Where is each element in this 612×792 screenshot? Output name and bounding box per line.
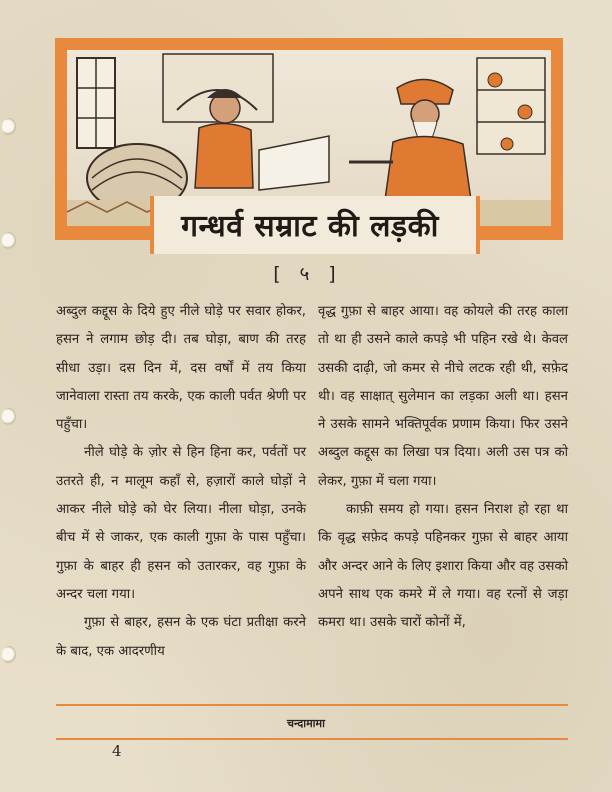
page-number: 4 (112, 742, 122, 760)
left-text-column (56, 298, 306, 666)
paragraph: वृद्ध गुफ़ा से बाहर आया। वह कोयले की तरह काला तो था ही उसने काले कपड़े भी पहिन रखे थे। केवल उसकी दाढ़ी, जो कमर से नीचे लटक रही थी, सफ़ेद थी। वह साक्षात् सुलेमान का लड़का अली था। हसन ने उसके सामने भक्तिपूर्वक प्रणाम किया। फिर उसने अब्दुल कद्दूस का लिखा पत्र दिया। अली उस पत्र को लेकर, गुफ़ा में चला गया। (318, 304, 568, 489)
paragraph: काफ़ी समय हो गया। हसन निराश हो रहा था कि वृद्ध सफ़ेद कपड़े पहिनकर गुफ़ा से बाहर आया और अन्दर आने के लिए इशारा किया और वह उसको अपने साथ एक कमरे में ले गया। वह रत्नों से जड़ा कमरा था। उसके चारों कोनों में, (318, 502, 568, 631)
paragraph: अब्दुल कद्दूस के दिये हुए नीले घोड़े पर सवार होकर, हसन ने लगाम छोड़ दी। तब घोड़ा, बाण की तरह सीधा उड़ा। दस दिन में, दस वर्षों में तय किया जानेवाला रास्ता तय करके, एक काली पर्वत श्रेणी पर पहुँचा। (56, 304, 306, 433)
paragraph: नीले घोड़े के ज़ोर से हिन हिना कर, पर्वतों पर उतरते ही, न मालूम कहाँ से, हज़ारों काले घोड़ों ने आकर नीले घोड़े को घेर लिया। नीला घोड़ा, उनके बीच में से जाकर, एक काली गुफ़ा के पास पहुँचा। गुफ़ा के बाहर ही हसन को उतारकर, वह गुफ़ा के अन्दर चला गया। (56, 445, 306, 602)
footer-rule-bottom (56, 738, 568, 740)
binding-hole (2, 408, 16, 426)
story-title: गन्धर्व सम्राट की लड़की (181, 209, 439, 244)
binding-hole (2, 646, 16, 664)
magazine-name: चन्दामामा (287, 717, 325, 730)
binding-hole (2, 232, 16, 250)
footer-rule-top (56, 704, 568, 706)
paragraph: गुफ़ा से बाहर, हसन के एक घंटा प्रतीक्षा करने के बाद, एक आदरणीय (56, 615, 306, 659)
right-text-column (318, 298, 568, 638)
chapter-number: [ ५ ] (270, 263, 342, 285)
binding-hole (2, 118, 16, 136)
